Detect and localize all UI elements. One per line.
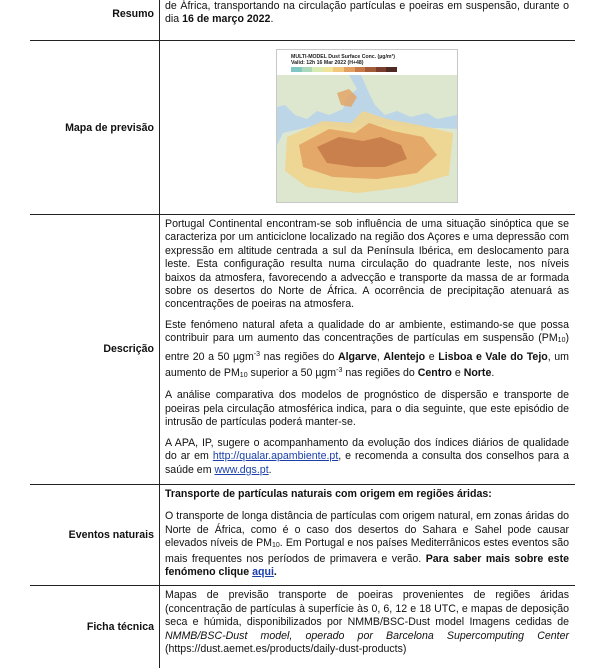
aqui-link[interactable]: aqui (252, 565, 274, 578)
label-eventos: Eventos naturais (30, 484, 160, 585)
content-resumo (160, 0, 576, 41)
descricao-paragraph-1: Portugal Continental encontram-se sob influência de uma situação sinóptica que se caracteriza por um anticiclone localizado na região dos Açores e uma depressão com expressão em altitude centrada a sul da Península Ibérica, em deslocamento para leste. Esta configuração resulta numa circulação do quadrante leste, nos níveis baixos da atmosfera, favorecendo a advecção e transporte da massa de ar formada sobre os desertos do Norte de África. A ocorrência de precipitação atenuará as concentrações de poeiras na atmosfera. (165, 218, 569, 311)
resumo-text-a: de África, transportando na circulação partículas e poeiras em suspensão, durante o dia (165, 0, 569, 25)
row-mapa (30, 41, 575, 215)
p2-sub-1: 10 (557, 337, 566, 345)
resumo-text-b: . (270, 13, 274, 25)
legend-swatch-6 (355, 67, 366, 72)
p2-text-a: Este fenómeno natural afeta a qualidade do ar ambiente, estimando-se que possa contribuir para um aumento das concentrações de partículas em suspensão (PM (165, 318, 569, 345)
content-mapa (160, 41, 576, 215)
eventos-text-a: O transporte de longa distância de partículas com origem natural, em zonas áridas do Norte de África, como é o caso dos desertos do Sahara e Sahel pode causar elevados níveis de PM (165, 510, 569, 550)
p2-text-j: . (491, 367, 495, 380)
legend-swatch-1 (302, 67, 313, 72)
legend-swatch-7 (365, 67, 376, 72)
p2-sub-2: 10 (239, 372, 248, 380)
content-ficha (160, 586, 576, 668)
legend-swatch-3 (323, 67, 334, 72)
qualar-link[interactable]: http://qualar.apambiente.pt (212, 450, 339, 463)
descricao-paragraph-2 (165, 319, 569, 383)
p2-text-i: e (451, 367, 464, 380)
map-color-legend (291, 67, 397, 72)
region-norte: Norte (463, 367, 492, 380)
p2-text-f: , um aumento de PM (165, 350, 569, 380)
p4-text-a: A APA, IP, sugere o acompanhamento da evolução dos índices diários de qualidade do ar em (165, 436, 569, 463)
eventos-text-b: . Em Portugal e nos países Mediterrânicos estes eventos são mais frequentes nos períodos de primavera e verão. (165, 537, 569, 565)
descricao-paragraph-3: A análise comparativa dos modelos de prognóstico de dispersão e transporte de poeiras pela circulação atmosférica indica, para o dia seguinte, que este episódio de intrusão de partículas poderá manter-se. (165, 389, 569, 429)
p2-sup-2: -3 (336, 367, 343, 375)
p2-text-g: superior a 50 µgm (247, 367, 337, 380)
legend-swatch-0 (291, 67, 302, 72)
p4-text-c: . (268, 463, 272, 476)
eventos-more-text: Para saber mais sobre este fenómeno clique (165, 552, 569, 578)
eventos-heading: Transporte de partículas naturais com origem em regiões áridas: (165, 487, 492, 500)
eventos-end: . (273, 565, 277, 578)
content-descricao (160, 215, 576, 485)
ficha-italic: NMMB/BSC-Dust model, operado por Barcelona Supercomputing Center (165, 629, 569, 642)
p2-text-b: ) entre 20 a 50 µgm (165, 332, 569, 363)
label-resumo: Resumo (30, 0, 160, 41)
eventos-paragraph (165, 510, 569, 579)
legend-swatch-9 (386, 67, 397, 72)
content-eventos (160, 484, 576, 585)
ficha-text-b: (https://dust.aemet.es/products/daily-dust-products) (165, 642, 407, 655)
legend-swatch-8 (376, 67, 387, 72)
ficha-text-a: Mapas de previsão transporte de poeiras provenientes de regiões áridas (concentração de partículas à superfície às 0, 6, 12 e 18 UTC, e mapas de deposição seca e húmida, disponibilizados por NMMB/BSC-Dust model Imagens cedidas de (165, 589, 569, 629)
map-valid-time: Valid: 12h 16 Mar 2022 (H+48) (291, 60, 364, 66)
ficha-paragraph (165, 589, 569, 656)
region-alentejo: Alentejo (383, 350, 426, 363)
map-title: MULTI-MODEL Dust Surface Conc. (µg/m³) (291, 54, 395, 60)
region-centro: Centro (417, 367, 452, 380)
bulletin-table (30, 0, 575, 668)
region-algarve: Algarve (337, 350, 377, 363)
dgs-link[interactable]: www.dgs.pt (214, 463, 269, 476)
row-descricao (30, 215, 575, 485)
dust-forecast-map (276, 49, 458, 203)
row-resumo (30, 0, 575, 41)
label-mapa: Mapa de previsão (30, 41, 160, 215)
region-lisboa: Lisboa e Vale do Tejo (438, 350, 548, 363)
legend-swatch-5 (344, 67, 355, 72)
p2-text-h: nas regiões do (342, 367, 418, 380)
p2-text-c: nas regiões do (260, 350, 338, 363)
p2-text-e: e (425, 350, 439, 363)
p4-text-b: , e recomenda a consulta dos conselhos para a saúde em (165, 450, 570, 476)
resumo-date: 16 de março 2022 (182, 13, 271, 25)
label-ficha: Ficha técnica (30, 586, 160, 668)
label-descricao: Descrição (30, 215, 160, 485)
row-eventos (30, 484, 575, 585)
eventos-sub: 10 (272, 542, 280, 550)
map-graphic (277, 75, 457, 202)
legend-swatch-4 (333, 67, 344, 72)
descricao-paragraph-4 (165, 437, 569, 477)
legend-swatch-2 (312, 67, 323, 72)
p2-text-d: , (376, 350, 384, 363)
row-ficha (30, 586, 575, 668)
p2-sup-1: -3 (253, 350, 260, 358)
